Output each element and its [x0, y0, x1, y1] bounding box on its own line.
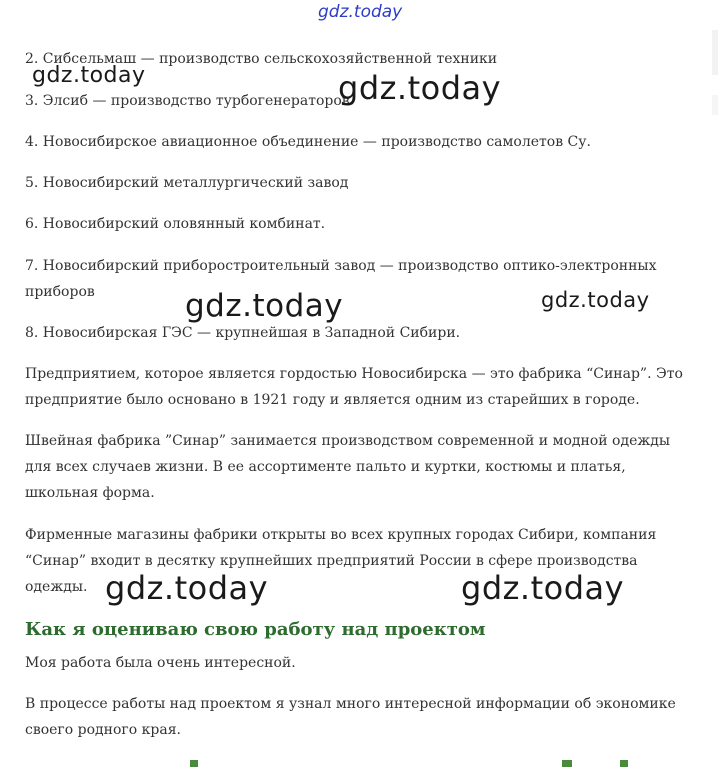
cut-off-decoration — [190, 760, 640, 767]
watermark: gdz.today — [461, 569, 625, 607]
watermark: gdz.today — [32, 63, 146, 88]
list-item: 3. Элсиб — производство турбогенераторов — [25, 93, 350, 109]
paragraph: Предприятием, которое является гордостью Новосибирска — это фабрика “Синар”. Это предприятие было основано в 1921 году и является одним из старейших в городе. — [25, 366, 683, 408]
list-item: 2. Сибсельмаш — производство сельскохозяйственной техники — [25, 51, 498, 67]
paragraph: Фирменные магазины фабрики открыты во всех крупных городах Сибири, компания “Синар” входит в десятку крупнейших предприятий России в сфере производства одежды. — [25, 527, 657, 595]
paragraph: Моя работа была очень интересной. — [25, 655, 296, 671]
paragraph: Швейная фабрика ”Синар” занимается производством современной и модной одежды для всех случаев жизни. В ее ассортименте пальто и куртки, костюмы и платья, школьная форма. — [25, 433, 671, 501]
list-item: 7. Новосибирский приборостроительный завод — производство оптико-электронных приборов — [25, 258, 657, 300]
watermark-top: gdz.today — [318, 2, 403, 22]
list-item: 4. Новосибирское авиационное объединение — производство самолетов Су. — [25, 134, 591, 150]
watermark: gdz.today — [541, 288, 650, 312]
watermark: gdz.today — [185, 288, 344, 324]
paragraph: В процессе работы над проектом я узнал много интересной информации об экономике своего родного края. — [25, 696, 676, 738]
edge-decoration — [712, 95, 718, 115]
watermark: gdz.today — [105, 569, 269, 607]
edge-decoration — [712, 30, 718, 75]
section-heading: Как я оцениваю свою работу над проектом — [25, 619, 486, 640]
list-item: 8. Новосибирская ГЭС — крупнейшая в Западной Сибири. — [25, 325, 461, 341]
list-item: 5. Новосибирский металлургический завод — [25, 175, 349, 191]
list-item: 6. Новосибирский оловянный комбинат. — [25, 216, 326, 232]
watermark: gdz.today — [338, 69, 502, 107]
